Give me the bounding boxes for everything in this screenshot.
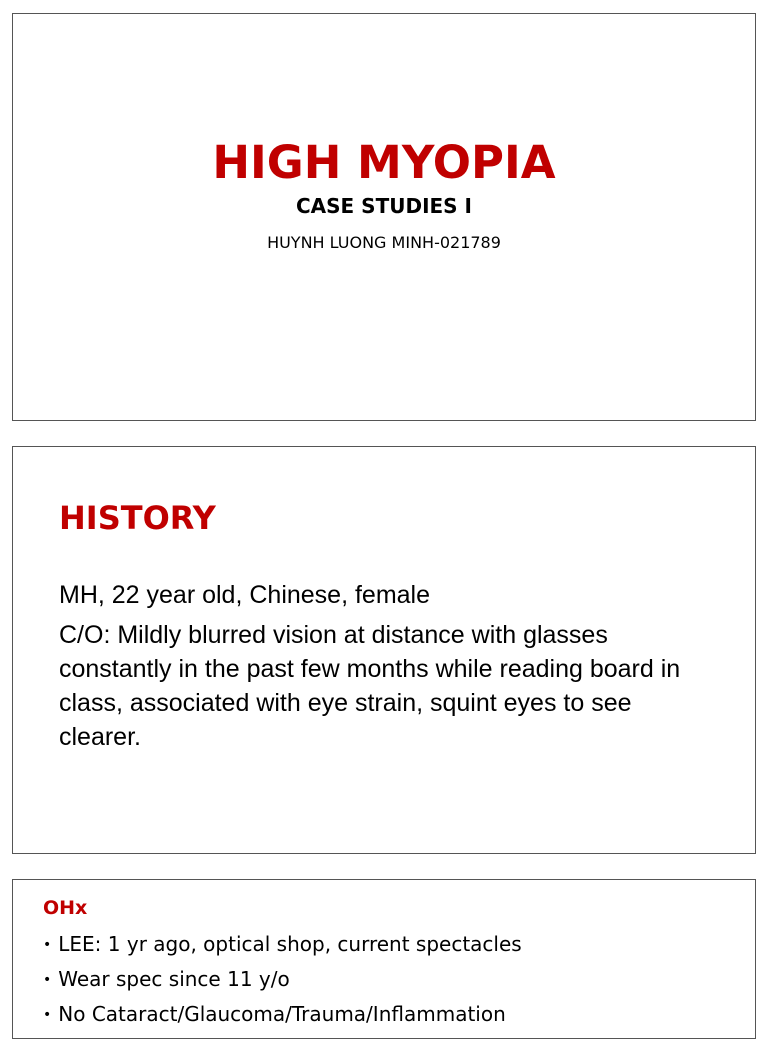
presentation-author: HUYNH LUONG MINH-021789 (267, 233, 501, 252)
ohx-item-spec: • Wear spec since 11 y/o (43, 963, 522, 998)
history-heading: HISTORY (59, 499, 216, 537)
slide-history (12, 446, 756, 854)
ohx-item-lee: • LEE: 1 yr ago, optical shop, current spectacles (43, 928, 522, 963)
slide-title (12, 13, 756, 421)
ohx-heading: OHx (43, 897, 88, 919)
ohx-item-conditions: • No Cataract/Glaucoma/Trauma/Inflammation (43, 998, 522, 1033)
history-body (59, 578, 719, 760)
ohx-list (43, 928, 522, 1033)
slide-ohx (12, 879, 756, 1039)
presentation-title: HIGH MYOPIA (212, 136, 556, 189)
chief-complaint: C/O: Mildly blurred vision at distance with glasses constantly in the past few months while reading board in class, associated with eye strain, squint eyes to see clearer. (59, 621, 681, 751)
patient-info: MH, 22 year old, Chinese, female (59, 581, 431, 609)
presentation-subtitle: CASE STUDIES I (296, 194, 472, 218)
